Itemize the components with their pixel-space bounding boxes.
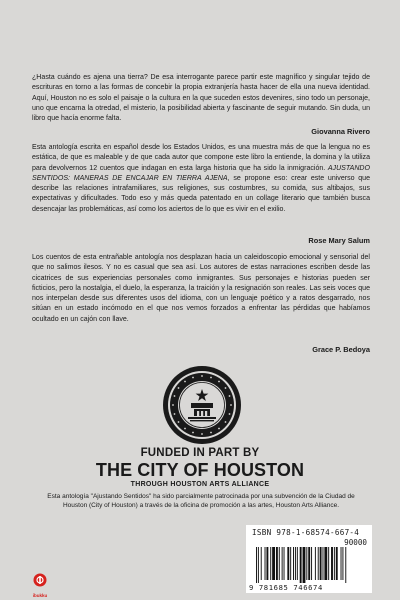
publisher-logo [28,573,52,598]
barcode-block [246,525,372,593]
funded-line-3: THROUGH HOUSTON ARTS ALLIANCE [130,481,270,488]
barcode-bars [250,547,368,583]
book-title-italic: AJUSTANDO SENTIDOS: MANERAS DE ENCAJAR EN TIERRA AJENA [32,164,370,182]
blurb-salum [32,143,370,215]
publisher-name: ibukku [32,593,48,598]
blurb-salum-part1: Esta antología escrita en español desde los Estados Unidos, es una muestra más de que la lengua no es estática, de que es maleable y de que cada autor que compone este libro la entiende, la domina y la utiliza para devolvernos 12 cuentos que indagan en esta larga historia que ha sido la inmigración. [32,144,370,172]
sponsorship-note: Esta antología "Ajustando Sentidos" ha sido parcialmente patrocinada por una subvención de la Ciudad de Houston (City of Houston) a través de la oficina de promoción a las artes, Houston Arts Alliance. [47,493,355,510]
author-salum: Rose Mary Salum [308,236,370,245]
funded-line-2: THE CITY OF HOUSTON [95,460,305,480]
blurb-salum-part2: , se propone eso: crear este universo que describe las relaciones intrafamiliares, sus religiones, sus costumbres, su comida, sus altibajos, sus expectativas y dificultades. Todo eso y más queda patentado en un collage literario que también busca desencajar las problemáticas, así como los aciertos de lo que es vivir en el exilio. [32,174,371,213]
blurb-rivero: ¿Hasta cuándo es ajena una tierra? De esa interrogante parece partir este magnífico y singular tejido de escrituras en torno a las formas de concebir la propia extranjería hasta hacer de ella una nueva identidad. Aquí, Houston no es solo el paisaje o la cultura en la que suceden estos devenires, sino todo un personaje, uno que encarna la otredad, el misterio, la posibilidad abierta y fascinante de seguir mutando. Sin duda, un libro que hacía enorme falta. [32,74,370,123]
city-of-houston-seal-icon [162,365,242,445]
publisher-emblem-icon [33,573,47,587]
author-rivero: Giovanna Rivero [311,127,370,136]
blurb-bedoya: Los cuentos de esta entrañable antología nos desplazan hacia un caleidoscopio emocional y sensorial del que no salimos ilesos. Y no es casual que sea así. Los autores de estas narraciones escriben desde las cicatrices de sus experiencias personales como inmigrantes. Sus personajes e historias pueden ser ficticios, pero la nostalgia, el duelo, la esperanza, la traición y la resignación son reales. Las seis voces que nos interpelan desde sus diferentes usos del idioma, con un lenguaje poético y a ratos desgarrado, nos sitúan en un estado incómodo en el que nos vemos forzados a enfrentar las pérdidas que habíamos ocultado en un cajón con llave. [32,254,370,323]
ean-digits: 9 781685 746674 [249,583,323,592]
price-code: 90000 [344,538,367,547]
funded-line-1: FUNDED IN PART BY [140,447,260,459]
isbn-label: ISBN 978-1-68574-667-4 [252,528,360,537]
author-bedoya: Grace P. Bedoya [312,345,370,354]
